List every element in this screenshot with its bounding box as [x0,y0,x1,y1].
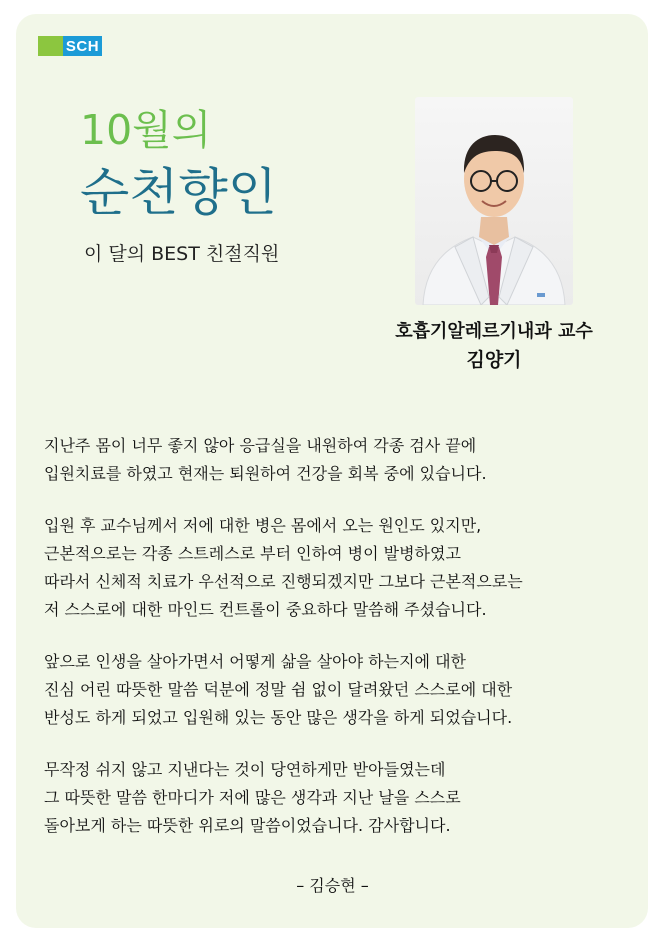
person-info [346,318,642,374]
letter-body [44,432,634,864]
main-title: 순천향인 [80,164,278,223]
text-line: 무작정 쉬지 않고 지낸다는 것이 당연하게만 받아들였는데 [44,760,446,779]
text-line: 진심 어린 따뜻한 말씀 덕분에 정말 쉼 없이 달려왔던 스스로에 대한 [44,680,513,699]
text-line: 입원치료를 하였고 현재는 퇴원하여 건강을 회복 중에 있습니다. [44,464,487,483]
text-line: 저 스스로에 대한 마인드 컨트롤이 중요하다 말씀해 주셨습니다. [44,600,487,619]
paragraph-1 [44,432,634,488]
professor-photo [415,97,573,305]
logo-text: SCH [65,38,100,55]
text-line: 지난주 몸이 너무 좋지 않아 응급실을 내원하여 각종 검사 끝에 [44,436,477,455]
department-title: 호흡기알레르기내과 교수 [395,321,593,342]
text-line: 돌아보게 하는 따뜻한 위로의 말씀이었습니다. 감사합니다. [44,816,451,835]
sch-logo [38,36,102,56]
person-name: 김양기 [466,349,522,371]
portrait-illustration [415,97,573,305]
paragraph-4 [44,756,634,840]
signature: – 김승현 – [296,876,369,895]
paragraph-2 [44,512,634,624]
text-line: 따라서 신체적 치료가 우선적으로 진행되겠지만 그보다 근본적으로는 [44,572,523,591]
text-line: 앞으로 인생을 살아가면서 어떻게 삶을 살아야 하는지에 대한 [44,652,467,671]
subtitle: 이 달의 BEST 친절직원 [84,243,280,265]
text-line: 반성도 하게 되었고 입원해 있는 동안 많은 생각을 하게 되었습니다. [44,708,513,727]
text-line: 입원 후 교수님께서 저에 대한 병은 몸에서 오는 원인도 있지만, [44,516,482,535]
paragraph-3 [44,648,634,732]
text-line: 근본적으로는 각종 스트레스로 부터 인하여 병이 발병하였고 [44,544,461,563]
month-title: 10월의 [80,106,212,154]
text-line: 그 따뜻한 말씀 한마디가 저에 많은 생각과 지난 날을 스스로 [44,788,461,807]
logo-green-block [38,36,63,56]
